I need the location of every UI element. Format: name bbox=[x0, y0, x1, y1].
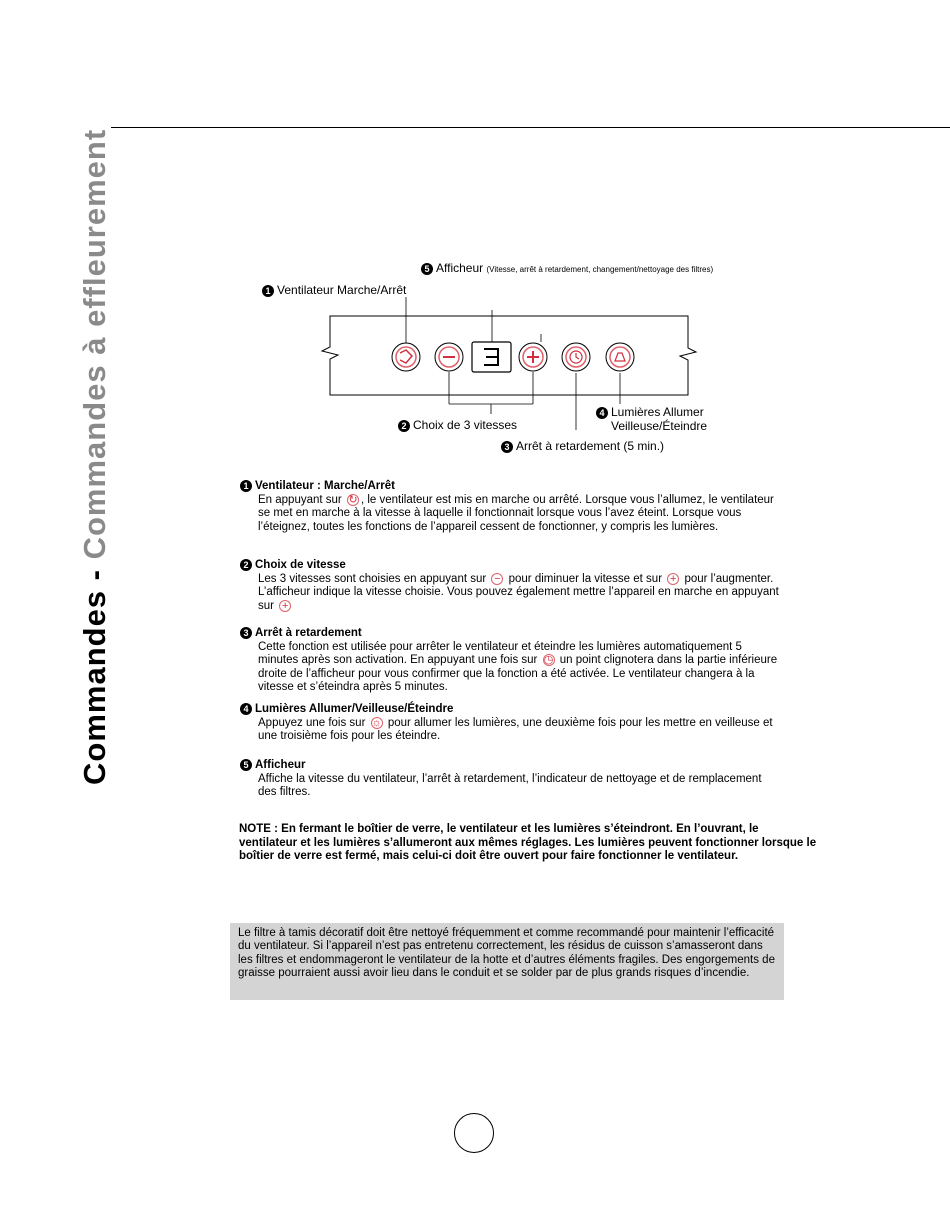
display-icon bbox=[472, 342, 511, 372]
label-lumieres: 4 Lumières Allumer Veilleuse/Éteindre bbox=[596, 405, 707, 433]
section-afficheur: 5 Afficheur Affiche la vitesse du ventilateur, l’arrêt à retardement, l’indicateur de nettoyage et de remplacement des filtres. bbox=[240, 759, 780, 800]
section-title: Lumières Allumer/Veilleuse/Éteindre bbox=[255, 703, 454, 716]
minus-icon bbox=[435, 343, 463, 371]
side-title-black: Commandes - bbox=[77, 559, 112, 785]
section-title: Afficheur bbox=[255, 759, 306, 772]
label-afficheur: 5 Afficheur (Vitesse, arrêt à retardement, changement/nettoyage des filtres) bbox=[421, 261, 713, 277]
label-ventilateur: 1 Ventilateur Marche/Arrêt bbox=[262, 283, 406, 297]
side-title-grey: Commandes à effleurement bbox=[77, 128, 112, 560]
note-text: NOTE : En fermant le boîtier de verre, le ventilateur et les lumières s’éteindront. En l’ouvrant, le ventilateur et les lumières s’allumeront aux mêmes réglages. Les lumières peuvent fonctionner lorsque le boîtier de verre est fermé, mais celui-ci doit être ouvert pour faire fonctionner le ventilateur. bbox=[239, 823, 817, 862]
label-vitesses: 2 Choix de 3 vitesses bbox=[398, 418, 517, 432]
section-lumieres: 4 Lumières Allumer/Veilleuse/Éteindre Appuyez une fois sur ☼ pour allumer les lumières, une deuxième fois pour les mettre en veilleuse et une troisième fois pour les éteindre. bbox=[240, 703, 780, 744]
plus-icon bbox=[519, 343, 547, 371]
label-arret: 3 Arrêt à retardement (5 min.) bbox=[501, 439, 664, 453]
minus-icon: − bbox=[491, 573, 503, 585]
timer-icon bbox=[562, 343, 590, 371]
light-icon: ☼ bbox=[371, 716, 382, 729]
section-title: Ventilateur : Marche/Arrêt bbox=[255, 480, 395, 493]
section-vitesse: 2 Choix de vitesse Les 3 vitesses sont choisies en appuyant sur − pour diminuer la vitesse et sur + pour l’augmenter. L’afficheur indique la vitesse choisie. Vous pouvez également mettre l’appareil en marche en appuyant sur + bbox=[240, 559, 780, 613]
fan-power-icon: ↻ bbox=[348, 493, 358, 506]
control-panel-diagram bbox=[0, 0, 950, 470]
section-arret: 3 Arrêt à retardement Cette fonction est utilisée pour arrêter le ventilateur et éteindre les lumières automatiquement 5 minutes après son activation. En appuyant une fois sur ◷ un point clignotera dans la partie inférieure droite de l’afficheur pour vous confirmer que la fonction a été activée. Le ventilateur changera à la vitesse et s’éteindra après 5 minutes. bbox=[240, 627, 780, 695]
section-ventilateur: 1 Ventilateur : Marche/Arrêt En appuyant sur ↻ , le ventilateur est mis en marche ou arrêté. Lorsque vous l’allumez, le ventilateur se met en marche à la vitesse à laquelle il fonctionnait lorsque vous l’avez éteint. Lorsque vous l’éteignez, toutes les fonctions de l’appareil cessent de fonctionner, y compris les lumières. bbox=[240, 480, 780, 534]
fan-power-icon bbox=[392, 343, 420, 371]
light-icon bbox=[606, 343, 634, 371]
timer-icon: ◷ bbox=[543, 654, 554, 667]
section-title: Arrêt à retardement bbox=[255, 627, 362, 640]
page-number-circle bbox=[454, 1113, 494, 1153]
warning-box: Le filtre à tamis décoratif doit être nettoyé fréquemment et comme recommandé pour maintenir l’efficacité du ventilateur. Si l’appareil n’est pas entretenu correctement, les résidus de cuisson s’amasseront dans les filtres et endommageront le ventilateur de la hotte et d’autres éléments fragiles. Des engorgements de graisse pourraient aussi avoir lieu dans le conduit et se solder par de plus grands risques d’incendie. bbox=[230, 923, 784, 1000]
plus-icon: + bbox=[667, 573, 679, 585]
panel-outline bbox=[322, 316, 696, 395]
section-title: Choix de vitesse bbox=[255, 559, 346, 572]
plus-icon: + bbox=[279, 600, 291, 612]
